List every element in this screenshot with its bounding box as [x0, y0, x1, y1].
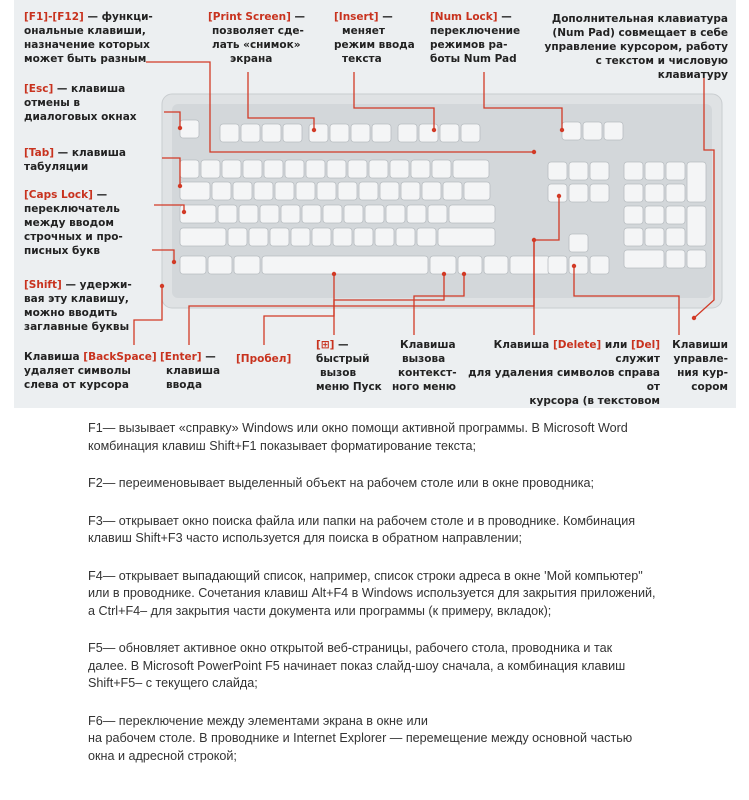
key	[624, 184, 643, 202]
key	[260, 205, 279, 223]
annotation-windows-key: [⊞] — быстрый вызов меню Пуск	[316, 339, 382, 393]
callout-dot	[182, 210, 186, 214]
callout-line	[134, 286, 162, 345]
key	[411, 160, 430, 178]
annotation-enter: [Enter] — клавиша ввода	[160, 351, 221, 391]
annotation-tab: [Tab] — клавиша табуляции	[24, 147, 126, 173]
key	[359, 182, 378, 200]
key	[666, 250, 685, 268]
key	[375, 228, 394, 246]
key	[327, 160, 346, 178]
key	[428, 205, 447, 223]
key	[264, 160, 283, 178]
key	[432, 160, 451, 178]
key	[401, 182, 420, 200]
key	[333, 228, 352, 246]
key	[645, 206, 664, 224]
key	[365, 205, 384, 223]
key	[666, 184, 685, 202]
key	[201, 160, 220, 178]
key	[569, 256, 588, 274]
key	[312, 228, 331, 246]
callout-dot	[332, 272, 336, 276]
key	[645, 228, 664, 246]
key	[262, 256, 428, 274]
key	[208, 256, 232, 274]
callout-dot	[560, 128, 564, 132]
key	[281, 205, 300, 223]
key	[687, 206, 706, 246]
callout-dot	[442, 272, 446, 276]
annotation-print-screen: [Print Screen] — позволяет сде- лать «снимок» экрана	[208, 11, 306, 65]
callout-dot	[178, 126, 182, 130]
annotation-num-pad: Дополнительная клавиатура (Num Pad) совмещает в себе управление курсором, работу с текстом и числовую клавиатуру	[544, 13, 728, 81]
key	[449, 205, 495, 223]
key	[180, 256, 206, 274]
key	[386, 205, 405, 223]
key	[220, 124, 239, 142]
key	[306, 160, 325, 178]
key	[484, 256, 508, 274]
key	[283, 124, 302, 142]
key	[249, 228, 268, 246]
key	[604, 122, 623, 140]
key	[687, 162, 706, 202]
key	[233, 182, 252, 200]
key	[309, 124, 328, 142]
key	[275, 182, 294, 200]
key	[548, 184, 567, 202]
key	[372, 124, 391, 142]
key	[228, 228, 247, 246]
key	[438, 228, 495, 246]
key	[380, 182, 399, 200]
keyboard-figure	[14, 0, 736, 408]
key	[645, 162, 664, 180]
key	[453, 160, 489, 178]
key	[569, 184, 588, 202]
key	[666, 206, 685, 224]
key	[212, 182, 231, 200]
article-body	[88, 420, 688, 785]
key	[458, 256, 482, 274]
key	[239, 205, 258, 223]
key	[666, 228, 685, 246]
callout-dot	[692, 316, 696, 320]
callout-dot	[172, 260, 176, 264]
key	[440, 124, 459, 142]
key	[270, 228, 289, 246]
key	[398, 124, 417, 142]
callout-dot	[432, 128, 436, 132]
key	[624, 162, 643, 180]
annotation-insert: [Insert] — меняет режим ввода текста	[334, 11, 415, 65]
key	[369, 160, 388, 178]
key	[291, 228, 310, 246]
annotation-delete: Клавиша [Delete] или [Del] служит для удаления символов справа от курсора (в текстовом	[468, 339, 660, 407]
key	[243, 160, 262, 178]
callout-dot	[178, 184, 182, 188]
key	[430, 256, 456, 274]
key	[262, 124, 281, 142]
annotation-backspace: Клавиша [BackSpace] удаляет символы слева от курсора	[24, 351, 157, 391]
key	[590, 184, 609, 202]
key	[569, 234, 588, 252]
annotation-context-menu-key: Клавиша вызова контекст- ного меню	[392, 339, 457, 393]
key	[390, 160, 409, 178]
key	[407, 205, 426, 223]
callout-dot	[462, 272, 466, 276]
key	[590, 162, 609, 180]
key	[351, 124, 370, 142]
paragraph-f3: F3— открывает окно поиска файла или папки на рабочем столе и в проводнике. Комбинация клавиш Shift+F3 часто используется для поиска в обратном направлении;	[88, 513, 636, 545]
paragraph-f5: F5— обновляет активное окно открытой веб-страницы, рабочего стола, проводника и так далее. В Microsoft PowerPoint F5 начинает показ слайд-шоу сначала, а комбинация клавиш Shift+F5– с текущего слайда;	[88, 641, 626, 690]
paragraph-f2: F2— переименовывает выделенный объект на рабочем столе или в окне проводника;	[88, 476, 594, 490]
paragraph-f6: F6— переключение между элементами экрана в окне или на рабочем столе. В проводнике и Internet Explorer — перемещение между основной частью окна и адресной строкой;	[88, 713, 633, 763]
key	[583, 122, 602, 140]
key	[180, 182, 210, 200]
key	[285, 160, 304, 178]
key	[302, 205, 321, 223]
key	[417, 228, 436, 246]
key	[338, 182, 357, 200]
key	[419, 124, 438, 142]
key	[687, 250, 706, 268]
key	[296, 182, 315, 200]
key	[666, 162, 685, 180]
key	[180, 228, 226, 246]
key	[323, 205, 342, 223]
key	[254, 182, 273, 200]
callout-dot	[557, 194, 561, 198]
annotation-esc: [Esc] — клавиша отмены в диалоговых окнах	[24, 83, 137, 123]
annotation-num-lock: [Num Lock] — переключение режимов ра- боты Num Pad	[430, 11, 521, 65]
key	[548, 256, 567, 274]
key	[624, 206, 643, 224]
key	[569, 162, 588, 180]
paragraph-f1: F1— вызывает «справку» Windows или окно помощи активной программы. В Microsoft Word комбинация клавиш Shift+F1 показывает форматирование текста;	[88, 421, 628, 453]
key	[590, 256, 609, 274]
key	[422, 182, 441, 200]
annotation-shift: [Shift] — удержи- вая эту клавишу, можно вводить заглавные буквы	[24, 279, 132, 333]
callout-dot	[160, 284, 164, 288]
key	[348, 160, 367, 178]
callout-dot	[532, 150, 536, 154]
key	[624, 228, 643, 246]
key	[218, 205, 237, 223]
key	[562, 122, 581, 140]
callout-dot	[572, 264, 576, 268]
key	[645, 184, 664, 202]
key	[344, 205, 363, 223]
key	[317, 182, 336, 200]
key	[180, 160, 199, 178]
key	[396, 228, 415, 246]
key	[624, 250, 664, 268]
annotation-function-keys: [F1]-[F12] — функци- ональные клавиши, назначение которых может быть разным	[24, 11, 153, 65]
annotation-arrow-keys: Клавиши управле- ния кур- сором	[672, 339, 728, 393]
key	[354, 228, 373, 246]
annotation-caps-lock: [Caps Lock] — переключатель между вводом строчных и про- писных букв	[24, 189, 123, 257]
paragraph-f4: F4— открывает выпадающий список, например, список строки адреса в окне 'Мой компьютер" или в проводнике. Сочетания клавиш Alt+F4 в Windows используется для закрытия приложений, а Ctrl+F4– для закрытия части документа или программы (к примеру, вкладок);	[88, 568, 656, 618]
annotation-space: [Пробел]	[236, 353, 292, 365]
key	[241, 124, 260, 142]
key	[464, 182, 490, 200]
key	[330, 124, 349, 142]
key	[461, 124, 480, 142]
key	[548, 162, 567, 180]
key	[180, 120, 199, 138]
key	[443, 182, 462, 200]
key	[180, 205, 216, 223]
key	[222, 160, 241, 178]
key	[234, 256, 260, 274]
key	[510, 256, 550, 274]
callout-dot	[312, 128, 316, 132]
